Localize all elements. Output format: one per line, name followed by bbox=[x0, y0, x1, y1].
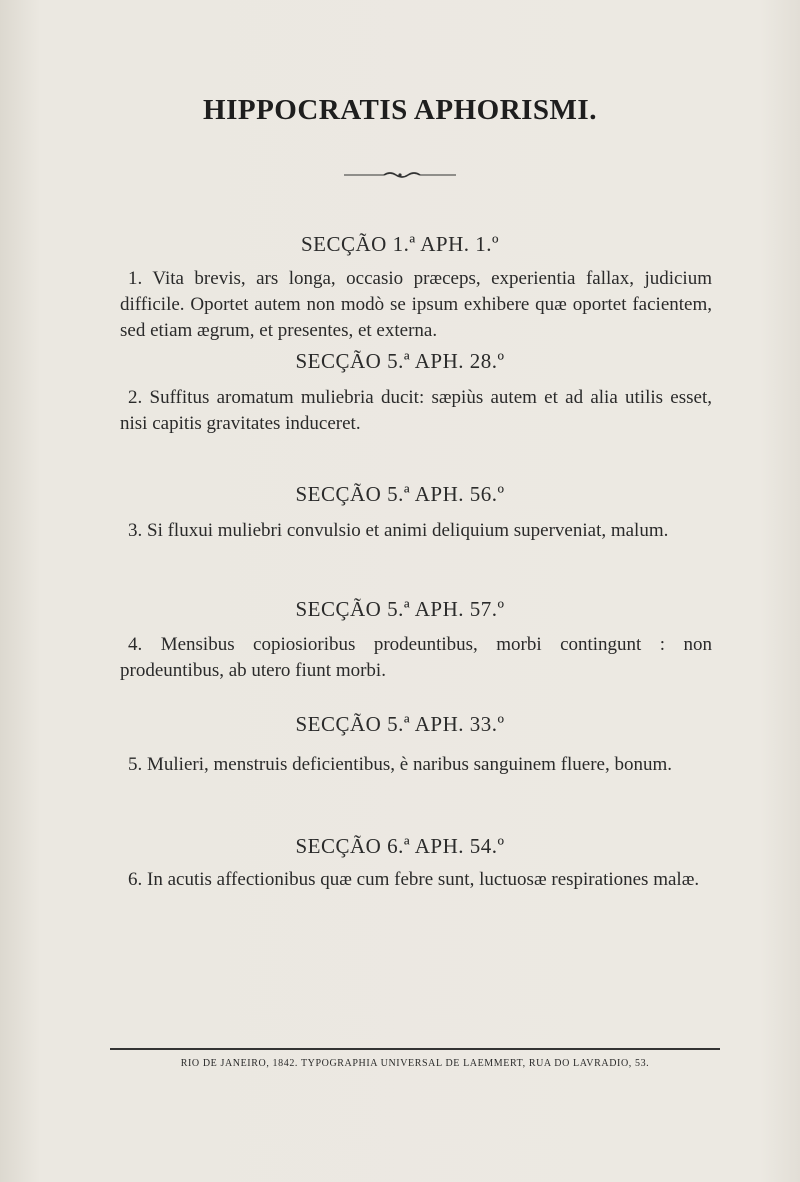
section-heading-5: SECÇÃO 5.ª APH. 33.º bbox=[295, 712, 505, 736]
aphorism-1: 1. Vita brevis, ars longa, occasio præceps, experientia fallax, judicium difficile. Oportet autem non modò se ipsum exhibere quæ oportet facientem, sed etiam ægrum, et presentes, et externa. bbox=[120, 268, 712, 341]
aphorism-4: 4. Mensibus copiosioribus prodeuntibus, morbi contingunt : non prodeuntibus, ab utero fiunt morbi. bbox=[120, 634, 712, 681]
page-title: HIPPOCRATIS APHORISMI. bbox=[203, 94, 597, 126]
aphorism-3: 3. Si fluxui muliebri convulsio et animi deliquium superveniat, malum. bbox=[128, 520, 669, 541]
section-heading-3: SECÇÃO 5.ª APH. 56.º bbox=[295, 482, 505, 506]
section-heading-6: SECÇÃO 6.ª APH. 54.º bbox=[295, 834, 505, 858]
footer-rule bbox=[110, 1048, 720, 1050]
aphorism-2: 2. Suffitus aromatum muliebria ducit: sæpiùs autem et ad alia utilis esset, nisi capitis gravitates induceret. bbox=[120, 387, 712, 434]
section-heading-1: SECÇÃO 1.ª APH. 1.º bbox=[300, 232, 499, 256]
aphorism-5: 5. Mulieri, menstruis deficientibus, è naribus sanguinem fluere, bonum. bbox=[128, 754, 673, 775]
section-heading-2: SECÇÃO 5.ª APH. 28.º bbox=[295, 349, 505, 373]
ornament-divider bbox=[344, 170, 456, 180]
section-heading-4: SECÇÃO 5.ª APH. 57.º bbox=[295, 597, 505, 621]
aphorism-6: 6. In acutis affectionibus quæ cum febre sunt, luctuosæ respirationes malæ. bbox=[128, 869, 700, 890]
imprint-footer: RIO DE JANEIRO, 1842. TYPOGRAPHIA UNIVERSAL DE LAEMMERT, RUA DO LAVRADIO, 53. bbox=[180, 1058, 650, 1069]
